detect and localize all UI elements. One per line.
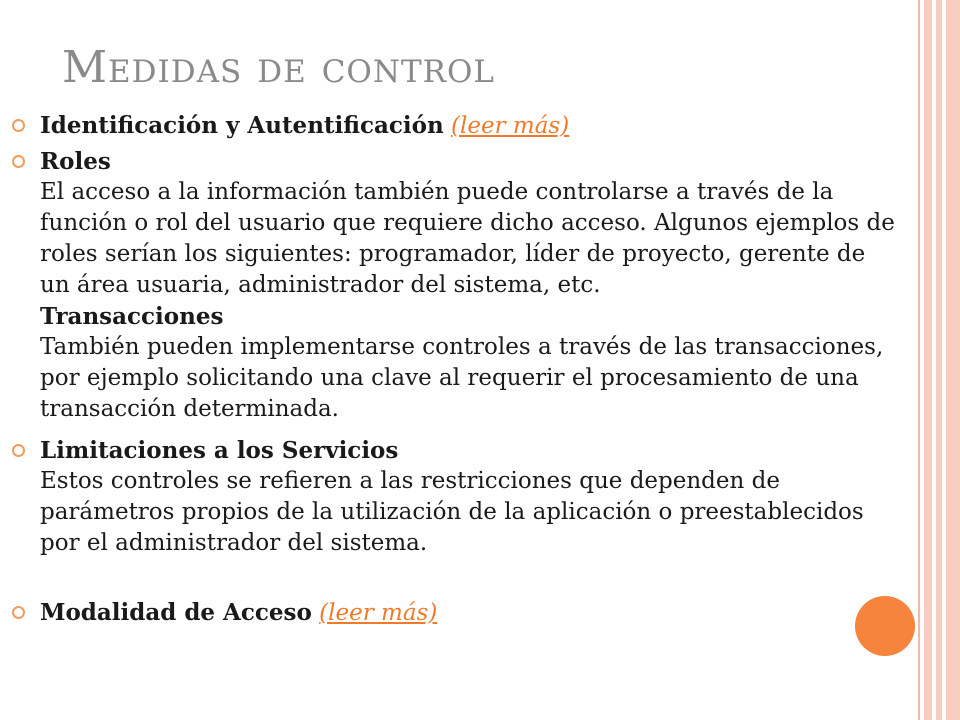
bullet-icon [12, 606, 25, 619]
bullet-text: Estos controles se refieren a las restricciones que dependen de parámetros propios de la utilización de la aplicación o preestablecidos por el administrador del sistema. [40, 468, 864, 556]
bullet-heading: Limitaciones a los Servicios [40, 437, 399, 464]
bullet-modalidad [12, 597, 892, 629]
bullet-roles [12, 146, 895, 425]
slide-title: Medidas de control [62, 42, 495, 93]
leer-mas-link[interactable]: (leer más) [451, 113, 570, 139]
bullet-list [12, 110, 895, 629]
orange-circle-decoration [855, 596, 915, 656]
bullet-icon [12, 155, 25, 168]
bullet-limitaciones [12, 435, 892, 559]
border-band-2 [936, 0, 942, 720]
bullet-subtext: También pueden implementarse controles a través de las transacciones, por ejemplo solicitando una clave al requerir el procesamiento de una transacción determinada. [40, 334, 884, 422]
frame-border-line [918, 0, 920, 720]
bullet-subheading: Transacciones [40, 303, 224, 330]
bullet-heading: Modalidad de Acceso [40, 599, 312, 626]
border-band-1 [924, 0, 932, 720]
bullet-text: El acceso a la información también puede controlarse a través de la función o rol del usuario que requiere dicho acceso. Algunos ejemplos de roles serían los siguientes: programador, líder de proyecto, gerente de un área usuaria, administrador del sistema, etc. [40, 179, 895, 298]
bullet-heading: Roles [40, 148, 111, 175]
border-band-3 [946, 0, 960, 720]
bullet-heading: Identificación y Autentificación [40, 112, 444, 139]
bullet-identificacion [12, 110, 892, 142]
leer-mas-link[interactable]: (leer más) [319, 600, 438, 626]
bullet-icon [12, 119, 25, 132]
bullet-icon [12, 444, 25, 457]
